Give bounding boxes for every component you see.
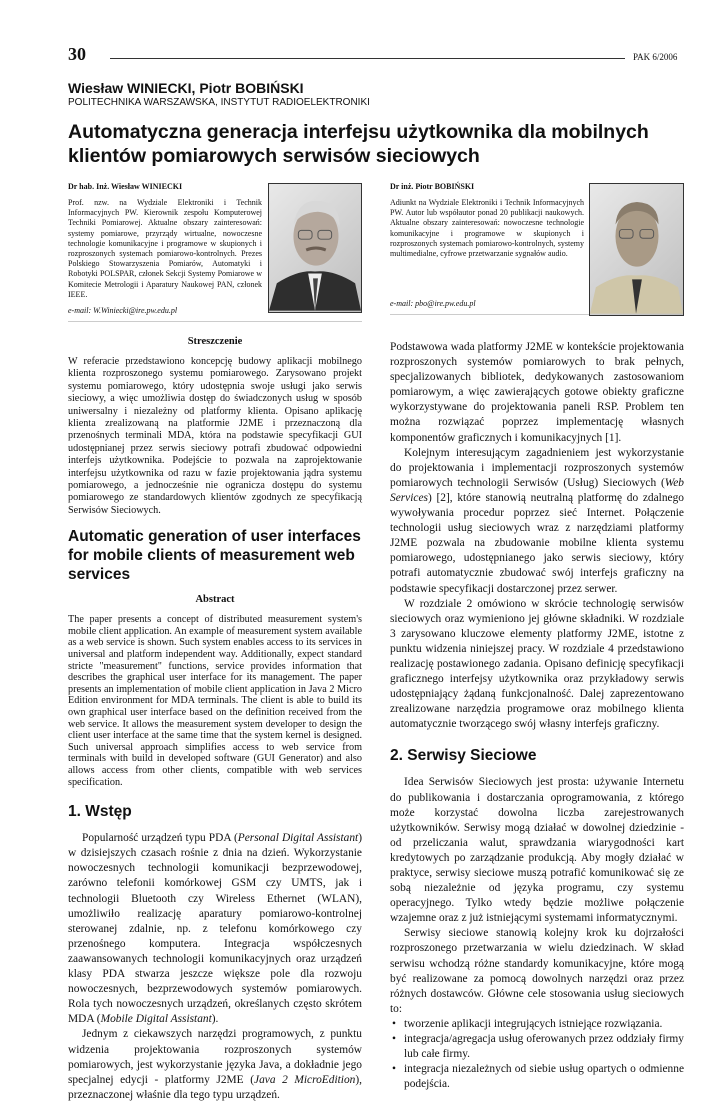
journal-issue: PAK 6/2006 [633,52,678,62]
section-2-body [390,775,684,1092]
header-rule [110,58,625,59]
email-bobinski[interactable]: e-mail: pbo@ire.pw.edu.pl [390,299,476,309]
affiliation: POLITECHNIKA WARSZAWSKA, INSTYTUT RADIOELEKTRONIKI [68,97,370,108]
email-winiecki[interactable]: e-mail: W.Winiecki@ire.pw.edu.pl [68,306,178,316]
paragraph: Serwisy sieciowe stanowią kolejny krok ku dojrzałości rozproszonego przetwarzania w wielu dziedzinach. W skład serwisu wchodzą różne standardy komunikacyjne, które mogą być realizowane za pomocą dowolnych narzędzi oraz przez różnych dostawców. Główne cele stosowania usług sieciowych to: [390,927,684,1015]
paragraph: W rozdziale 2 omówiono w skrócie technologię serwisów sieciowych oraz wymieniono jej główne składniki. W rozdziale 3 zarysowano kluczowe elementy platformy J2ME, istotne z punktu widzenia niniejszej pracy. W rozdziale 4 przedstawiono realizację postawionego zadania. Opisano definicję specyfikacji graficznego interfejsy użytkownika oraz przykładowy serwis udostępniający żądaną funkcjonalność. Dalej zaprezentowano zrealizowane narzędzia programowe oraz mobilnego klienta automatycznie tworzącego swój własny interfejs graficzny. [390,597,684,731]
section-1-body-continued [390,340,684,732]
right-column [390,340,684,1092]
bio-winiecki [68,182,362,324]
abstract-heading: Abstract [195,594,235,606]
paper-title: Automatyczna generacja interfejsu użytkownika dla mobilnych klientów pomiarowych serwisów sieciowych [68,121,649,167]
abstract-text: The paper presents a concept of distributed measurement system's mobile client application. An example of measurement system available as a web service is shown. Such system enables access to its services in universal and platform independent way. Additionally, expect standard stricte "measurement" functions, service provides information that describes the graphical user interface for its management. The paper presents an implementation of mobile client application in Java 2 Micro Edition environment for MDA terminals. The client is able to build its own graphical user interface based on the definition received from the web service. It allows the measurement system developer to design the client user interface at the same time that the system kernel is designed. Such universal approach simplifies access to web service from terminals with build in developed software (GUI Generator) and also allows access from other clients, compatible with web services specification. [68,614,362,788]
bio-name-bobinski: Dr inż. Piotr BOBIŃSKI [390,182,475,191]
paragraph: Jednym z ciekawszych narzędzi programowych, z punktu widzenia projektowania rozproszonych systemów pomiarowych, jest wykorzystanie języka Java, a dokładnie jego specjalnej edycji - platformy J2ME (Java 2 MicroEdition), przeznaczonej właśnie dla tego typu urządzeń. [68,1028,362,1101]
paragraph: Kolejnym interesującym zagadnieniem jest wykorzystanie do projektowania i implementacji rozproszonych systemów pomiarowych technologii Serwisów (Usług) Sieciowych (Web Services) [2], które stanowią neutralną platformę do zdalnego wywoływania procedur poprzez sieć Internet. Połączenie technologii usług sieciowych wraz z narzędziami platformy J2ME pozwala na zbudowanie mobilne klienta systemu pomiarowego, udostępnianego jako serwis sieciowy, który potrafi automatycznie zbudować swój interfejs graficzny na podstawie specyfikacji dostarczonej przez serwer. [390,446,684,595]
list-item: • tworzenie aplikacji integrujących istniejące rozwiązania. [404,1017,684,1032]
list-item: • integracja/agregacja usług oferowanych przez oddziały firmy lub całe firmy. [404,1032,684,1062]
english-title: Automatic generation of user interfaces for mobile clients of measurement web services [68,528,361,584]
section-1-heading: 1. Wstęp [68,803,132,821]
author-photo-bobinski [589,183,684,316]
list-item: • integracja niezależnych od siebie usług opartych o odmienne podejścia. [404,1062,684,1092]
authors: Wiesław WINIECKI, Piotr BOBIŃSKI [68,80,304,96]
paragraph: Popularność urządzeń typu PDA (Personal Digital Assistant) w dzisiejszych czasach rośnie z dnia na dzień. Wykorzystanie nowoczesnych technologii komunikacji bezprzewodowej, zarówno telefonii komórkowej GSM czy UMTS, jak i technologii Bluetooth czy Wireless Ethernet (WLAN), umożliwiło realizację aparatury pomiarowo-kontrolnej sterowanej zdalnie, np. z telefonu komórkowego czy przenośnego komputera. Integracja współczesnych zaawansowanych technologii komunikacyjnych oraz urządzeń klasy PDA stwarza jeszcze większe pole dla rozwoju nowoczesnych, bezprzewodowych systemów pomiarowych. Rola tych nowoczesnych urządzeń, określanych często skrótem MDA (Mobile Digital Assistant). [68,832,362,1026]
streszczenie-text: W referacie przedstawiono koncepcję budowy aplikacji mobilnego klienta rozproszonego systemu pomiarowego. Zarysowano projekt systemu pomiarowego, który udostępnia swoje usługi jako serwis sieciowy, a więc umożliwia dostęp do świadczonych usług w sposób uniwersalny i niezależny od platformy klienta. Opisano aplikację klienta zrealizowaną na platformie J2ME i przeznaczoną dla przenośnych terminali MDA, która na podstawie specyfikacji GUI udostępnianej przez serwis sieciowy potrafi zbudować odpowiedni interfejs użytkownika. Podejście to pozwala na zaprojektowanie interfejsu użytkownika od razu w fazie projektowania jądra systemu pomiarowego, a jednocześnie nie ogranicza dostępu do systemu pomiarowego ze standardowych klientów zgodnych ze specyfikacją Serwisów Sieciowych. [68,356,362,516]
bio-name-winiecki: Dr hab. Inż. Wiesław WINIECKI [68,182,183,191]
bio-text-bobinski: Adiunkt na Wydziale Elektroniki i Technik Informacyjnych PW. Autor lub współautor ponad 20 publikacji naukowych. Aktualne obszary zainteresowań: nowoczesne technologie komunikacyjne i programowe w skupionych i rozproszonych systemach pomiarowo-kontrolnych, systemy multimedialne, cyfrowe przetwarzanie sygnałów audio. [390,198,584,259]
goals-list [390,1017,684,1092]
paragraph: Idea Serwisów Sieciowych jest prosta: używanie Internetu do publikowania i dostarczania oprogramowania, z którego może korzystać dowolna liczba zarejestrowanych użytkowników. Serwisy mogą działać w dowolnej dziedzinie - od przeliczania walut, sprawdzania wiarygodności kart kredytowych po zarządzanie produkcją. Aby mogły działać w praktyce, serwisy sieciowe muszą potrafić komunikować się ze sobą niezależnie od języka programu, czy systemu operacyjnego. Tylko wtedy będzie możliwe połączenie wzajemne oraz z już istniejącymi systemami informatycznymi. [390,776,684,925]
page-number: 30 [68,44,86,64]
streszczenie-heading: Streszczenie [187,336,243,347]
bio-text-winiecki: Prof. nzw. na Wydziale Elektroniki i Technik Informacyjnych PW. Kierownik zespołu Komputerowej Techniki Pomiarowej. Aktualne obszary zainteresowań: systemy pomiarowe, przyrządy wirtualne, nowoczesne technologie komunikacyjne i programowe w skupionych i rozproszonych systemach pomiarowo-kontrolnych. Prezes Polskiego Stowarzyszenia Pomiarów, Automatyki i Robotyki POLSPAR, członek Sekcji Systemy Pomiarowe w Komitecie Metrologii i Aparatury Naukowej PAN, członek IEEE. [68,198,262,299]
paragraph: Podstawowa wada platformy J2ME w kontekście projektowania rozproszonych systemów pomiarowych to brak pełnych, specjalizowanych bibliotek, dedykowanych zastosowaniom pomiarowym, a więc zawierających gotowe obiekty graficzne wykorzystywane do projektowania paneli RSP. Problem ten można rozwiązać poprzez implementację własnych komponentów graficznych i komunikacyjnych [1]. [390,341,684,444]
author-photo-winiecki [268,183,362,313]
left-column [68,336,362,1103]
divider [68,321,362,322]
section-2-heading: 2. Serwisy Sieciowe [390,747,537,765]
section-1-body [68,831,362,1103]
bio-bobinski [390,182,684,324]
